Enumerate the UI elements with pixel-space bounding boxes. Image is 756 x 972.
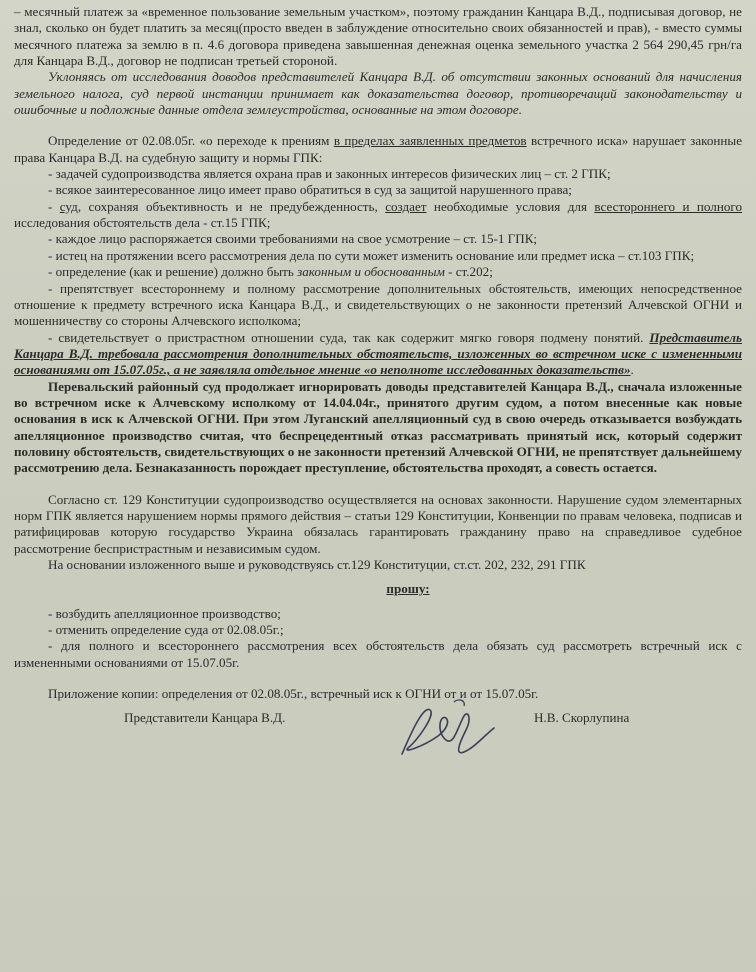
list-item-text: , сохраняя объективность и не предубежденность, xyxy=(77,198,386,214)
list-item-text: - свидетельствует о пристрастном отношении суда, так как содержит мягко говоря подмену понятий. xyxy=(48,329,650,345)
list-item xyxy=(14,199,742,232)
list-item-text: . xyxy=(630,362,634,378)
list-item xyxy=(14,264,742,280)
list-item-text: - определение (как и решение) должно быть xyxy=(48,264,298,280)
list-item-text: исследования обстоятельств дела - ст.15 ГПК; xyxy=(14,215,271,231)
paragraph-payment: – месячный платеж за «временное пользование земельным участком», поэтому гражданин Канцара В.Д., подписывая договор, не знал, сколько он будет платить за месяц(просто введен в заблуждение относительно своих обязанностей и прав), - вместо суммы месячного платежа за землю в п. 4.6 договора приведена завышенная денежная оценка земельного участка 2 564 290,45 грн/га для Канцара В.Д., договор не подписан третьей стороной. xyxy=(14,4,742,69)
request-item: - отменить определение суда от 02.08.05г.; xyxy=(48,622,284,638)
paragraph-evasion: Уклоняясь от исследования доводов представителей Канцара В.Д. об отсутствии законных оснований для начисления земельного налога, суд первой инстанции принимает как доказательства договор, противоречащий законодательству и ошибочные и подложные данные отдела землеустройства, основанные на этом договоре. xyxy=(14,69,742,118)
request-heading: прошу: xyxy=(386,581,430,597)
signature-block xyxy=(14,710,742,770)
list-item-italic: законным и обоснованным xyxy=(297,264,445,280)
list-item: - всякое заинтересованное лицо имеет право обратиться в суд за защитой нарушенного права; xyxy=(48,182,572,198)
request-item: - для полного и всестороннего рассмотрения всех обстоятельств дела обязать суд рассмотреть встречный иск с измененными основаниями от 15.07.05г. xyxy=(14,638,742,670)
signatory-label: Представители Канцара В.Д. xyxy=(124,710,286,726)
request-item: - возбудить апелляционное производство; xyxy=(48,605,281,621)
ruling-underlined: в пределах заявленных предметов xyxy=(333,133,527,149)
signatory-name: Н.В. Скорлупина xyxy=(534,710,630,726)
list-item-text: - xyxy=(48,198,60,214)
list-item-text: необходимые условия для xyxy=(426,198,595,214)
ruling-text-start: Определение от 02.08.05г. «о переходе к прениям xyxy=(48,133,334,149)
list-item: - задачей судопроизводства является охрана прав и законных интересов физических лиц – ст. 2 ГПК; xyxy=(48,166,611,182)
list-item: - препятствует всестороннему и полному рассмотрение дополнительных обстоятельств, имеющих непосредственное отношение к предмету встречного иска Канцара В.Д., и свидетельствующих о не законности претензий Алчевской ОГНИ и мошенничеству со стороны Алчевского исполкома; xyxy=(14,280,742,329)
attachment-line: Приложение копии: определения от 02.08.05г., встречный иск к ОГНИ от и от 15.07.05г. xyxy=(48,686,539,702)
list-item: - каждое лицо распоряжается своими требованиями на свое усмотрение – ст. 15-1 ГПК; xyxy=(48,231,538,247)
paragraph-ruling xyxy=(14,133,742,166)
handwritten-signature xyxy=(394,696,504,766)
list-item: - истец на протяжении всего рассмотрения дела по сути может изменить основание или предмет иска – ст.103 ГПК; xyxy=(48,247,695,263)
list-item-underlined: суд xyxy=(59,198,78,214)
list-item-emphasis: Представитель Канцара В.Д. требовала рассмотрения дополнительных обстоятельств, изложенных во встречном иске с измененными основаниями от 15.07.05г., а не заявляла отдельное мнение «о неполноте исследованных доказательств» xyxy=(14,329,742,378)
list-item xyxy=(14,330,742,379)
list-item-underlined: создает xyxy=(385,198,427,214)
paragraph-basis: На основании изложенного выше и руководствуясь ст.129 Конституции, ст.ст. 202, 232, 291 ГПК xyxy=(48,557,586,572)
list-item-underlined: всестороннего и полного xyxy=(594,198,742,214)
paragraph-court-ignores: Перевальский районный суд продолжает игнорировать доводы представителей Канцара В.Д., сначала изложенные во встречном иске к Алчевскому исполкому от 14.04.04г., принятого другим судом, а потом внесенные как новые основания в иск к Алчевской ОГНИ. При этом Луганский апелляционный суд в свою очередь отказывается возбуждать апелляционное производство считая, что беспрецедентный отказ рассматривать принятый иск, который содержит половину обстоятельств, свидетельствующих о не законности претензий Алчевской ОГНИ, не препятствует дальнейшему рассмотрению дела. Безнаказанность порождает преступление, обстоятельства проходят, а совесть остается. xyxy=(14,378,742,476)
paragraph-constitution: Согласно ст. 129 Конституции судопроизводство осуществляется на основах законности. Нарушение судом элементарных норм ГПК является нарушением нормы прямого действия – статьи 129 Конституции, Конвенции по правам человека, подписав и ратифицировав которую государство Украина обязалась гарантировать гражданину право на справедливое судебное рассмотрение беспристрастным и независимым судом. xyxy=(14,491,742,556)
ruling-text-end: встречного иска» нарушает законные права Канцара В.Д. на судебную защиту и нормы ГПК: xyxy=(14,133,743,165)
list-item-text: - ст.202; xyxy=(444,264,493,280)
